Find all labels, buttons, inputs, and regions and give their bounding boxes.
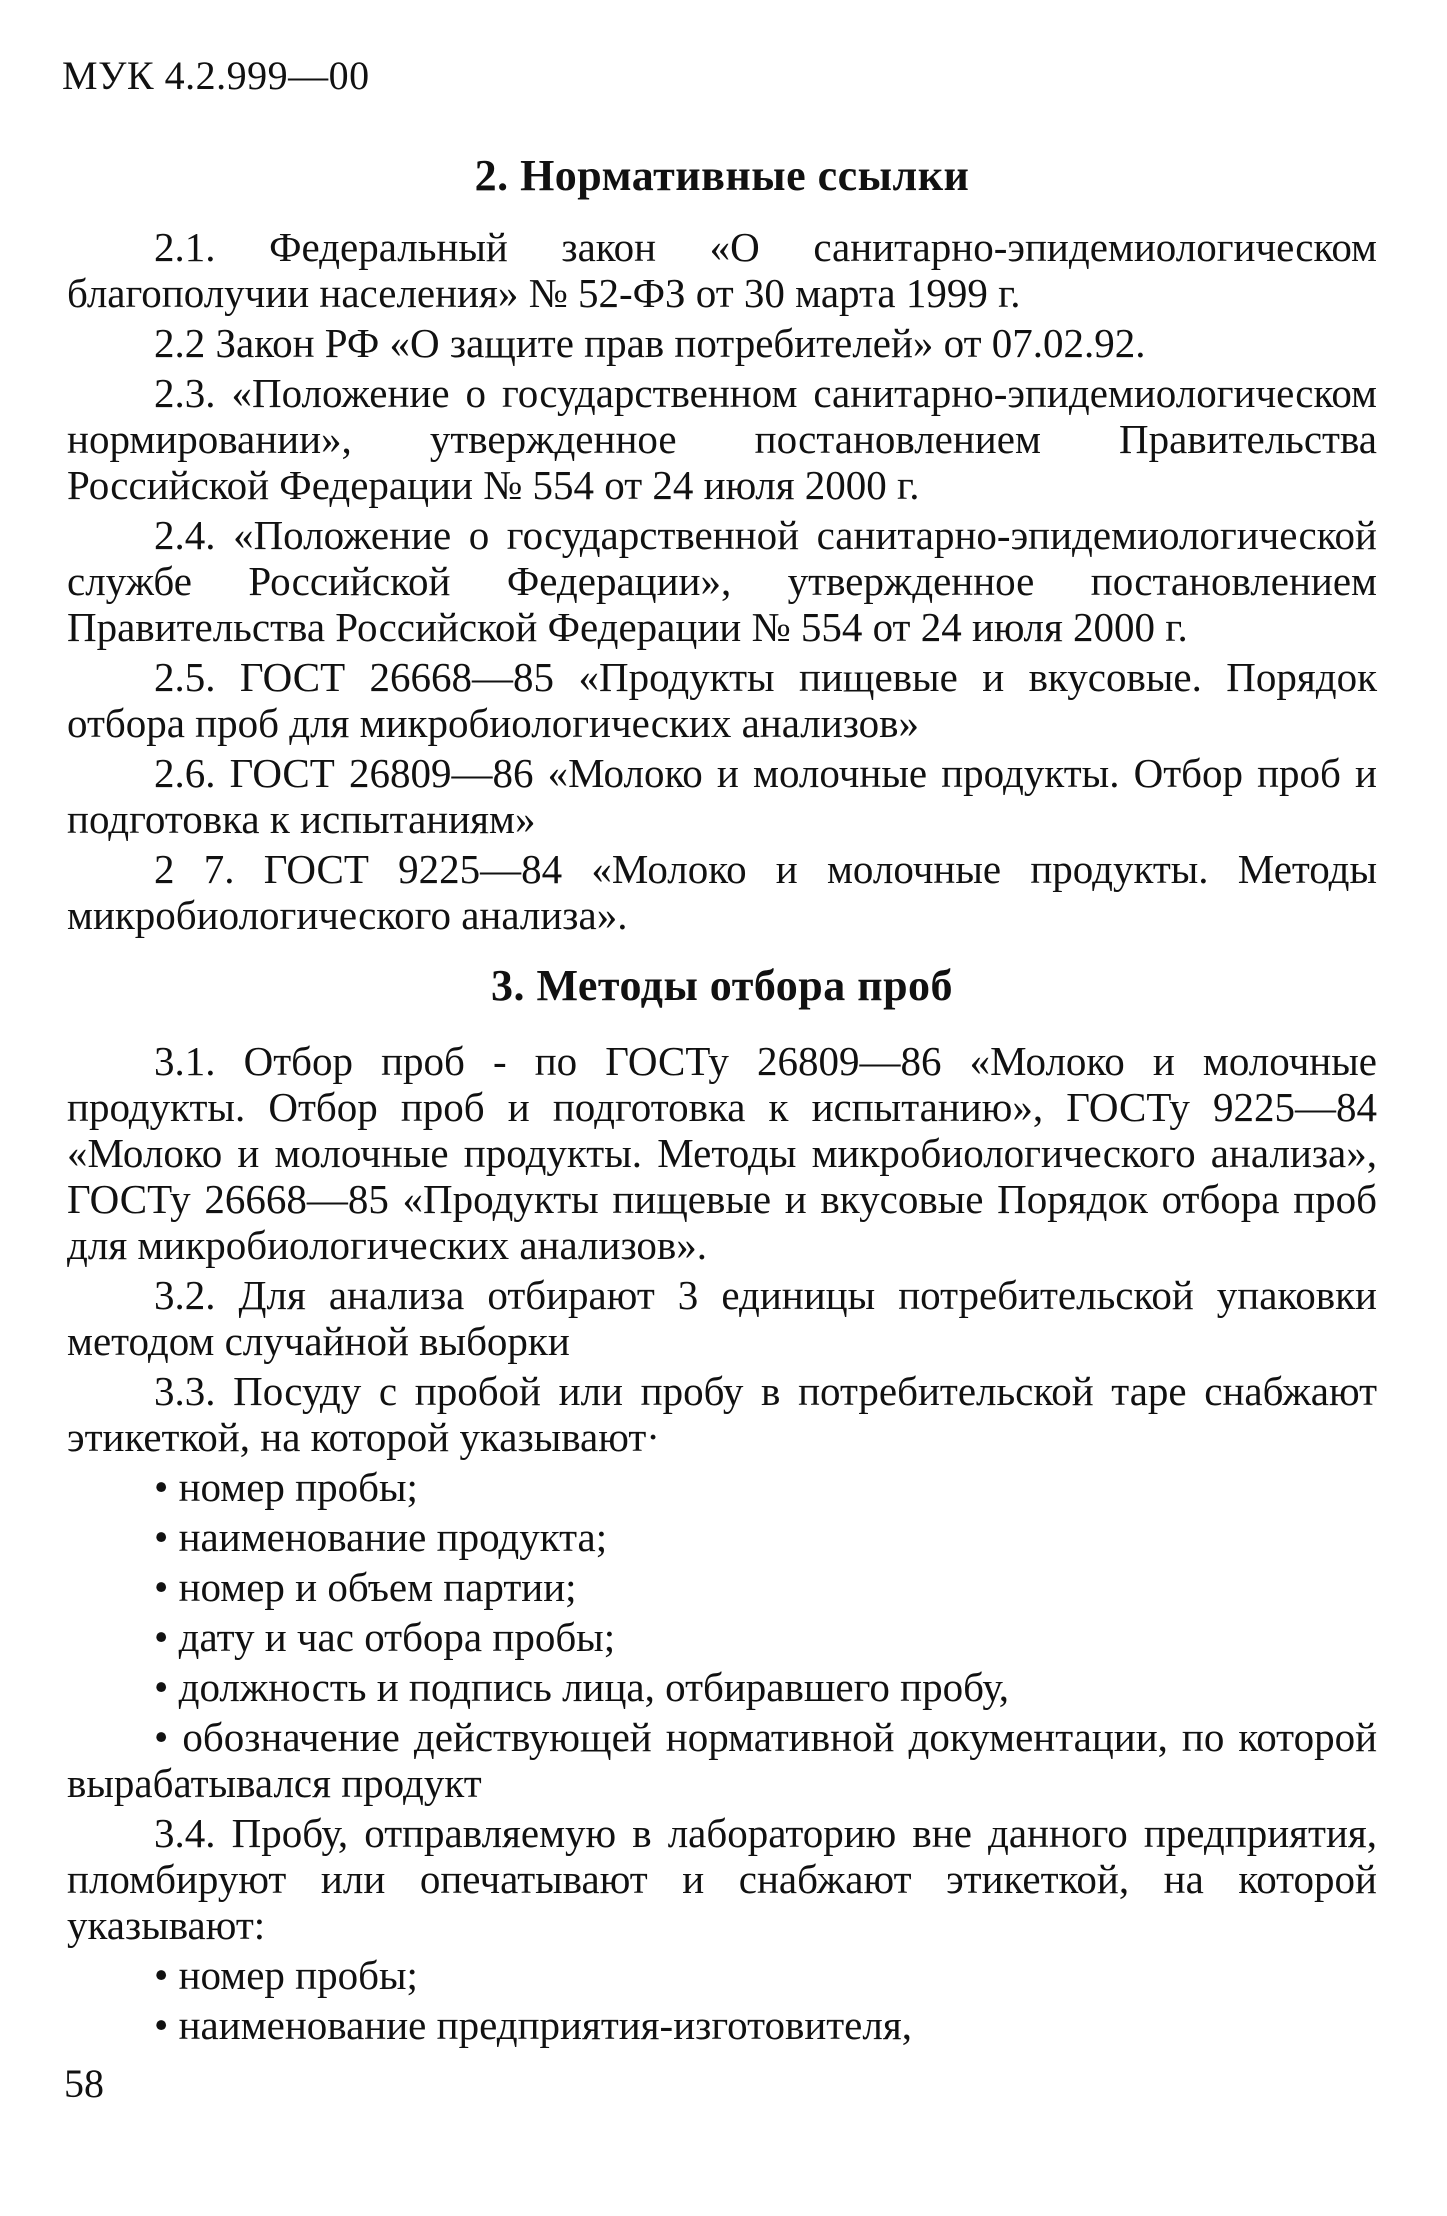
paragraph-2-1: 2.1. Федеральный закон «О санитарно-эпидемиологическом благополучии населения» № 52-ФЗ от 30 марта 1999 г.	[67, 224, 1377, 316]
list-item: • номер пробы;	[67, 1464, 1377, 1510]
sealed-sample-label-list	[67, 1952, 1377, 2048]
section-2-heading: 2. Нормативные ссылки	[474, 151, 970, 200]
paragraph-2-2: 2.2 Закон РФ «О защите прав потребителей» от 07.02.92.	[154, 320, 1146, 366]
list-item: • наименование предприятия-изготовителя,	[67, 2002, 1377, 2048]
list-item: • должность и подпись лица, отбиравшего пробу,	[67, 1664, 1377, 1710]
list-item: • дату и час отбора пробы;	[67, 1614, 1377, 1660]
paragraph-3-3: 3.3. Посуду с пробой или пробу в потребительской таре снабжают этикеткой, на которой указывают·	[67, 1368, 1377, 1460]
paragraph-2-4: 2.4. «Положение о государственной санитарно-эпидемиологической службе Российской Федерации», утвержденное постановлением Правительства Российской Федерации № 554 от 24 июля 2000 г.	[67, 512, 1377, 650]
list-item: • наименование продукта;	[67, 1514, 1377, 1560]
paragraph-3-2: 3.2. Для анализа отбирают 3 единицы потребительской упаковки методом случайной выборки	[67, 1272, 1377, 1364]
paragraph-2-5: 2.5. ГОСТ 26668—85 «Продукты пищевые и вкусовые. Порядок отбора проб для микробиологических анализов»	[67, 654, 1377, 746]
paragraph-3-1: 3.1. Отбор проб - по ГОСТу 26809—86 «Молоко и молочные продукты. Отбор проб и подготовка к испытанию», ГОСТу 9225—84 «Молоко и молочные продукты. Методы микробиологического анализа», ГОСТу 26668—85 «Продукты пищевые и вкусовые Порядок отбора проб для микробиологических анализов».	[67, 1038, 1377, 1268]
paragraph-2-3: 2.3. «Положение о государственном санитарно-эпидемиологическом нормировании», утвержденное постановлением Правительства Российской Федерации № 554 от 24 июля 2000 г.	[67, 370, 1377, 508]
running-head: МУК 4.2.999—00	[62, 53, 370, 98]
label-fields-list	[67, 1464, 1377, 1806]
list-item: • номер и объем партии;	[67, 1564, 1377, 1610]
section-3-heading: 3. Методы отбора проб	[490, 961, 954, 1010]
page-number: 58	[64, 2061, 104, 2106]
list-item: • номер пробы;	[67, 1952, 1377, 1998]
paragraph-2-7: 2 7. ГОСТ 9225—84 «Молоко и молочные продукты. Методы микробиологического анализа».	[67, 846, 1377, 938]
page-body	[67, 150, 1377, 2052]
paragraph-2-6: 2.6. ГОСТ 26809—86 «Молоко и молочные продукты. Отбор проб и подготовка к испытаниям»	[67, 750, 1377, 842]
paragraph-3-4: 3.4. Пробу, отправляемую в лабораторию вне данного предприятия, пломбируют или опечатывают и снабжают этикеткой, на которой указывают:	[67, 1810, 1377, 1948]
list-item: • обозначение действующей нормативной документации, по которой вырабатывался продукт	[67, 1714, 1377, 1806]
